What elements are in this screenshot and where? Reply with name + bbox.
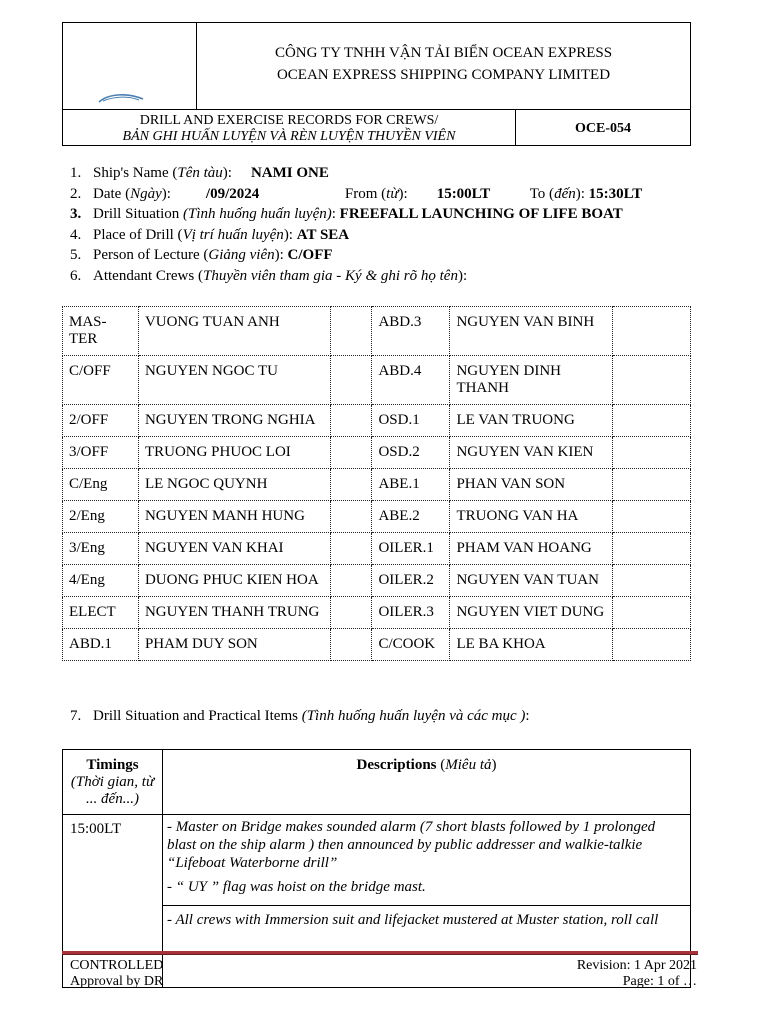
table-row	[63, 597, 691, 629]
signature-cell	[613, 469, 691, 501]
crew-name: NGUYEN VAN TUAN	[450, 565, 613, 597]
company-logo-icon	[63, 23, 197, 109]
label-end: ):	[575, 185, 585, 202]
place-label: Place of Drill (	[93, 226, 183, 243]
footer-left	[70, 958, 163, 990]
signature-cell	[330, 307, 372, 356]
signature-cell	[330, 565, 372, 597]
label-end: :	[525, 708, 530, 724]
item-number: 3.	[70, 206, 82, 222]
signature-cell	[330, 501, 372, 533]
from-time-value: 15:00LT	[436, 185, 491, 202]
crew-name: VUONG TUAN ANH	[138, 307, 330, 356]
signature-cell	[330, 629, 372, 661]
label-end: ):	[457, 267, 468, 284]
signature-cell	[613, 597, 691, 629]
crew-rank: C/COOK	[372, 629, 450, 661]
section-7-label: Drill Situation and Practical Items	[93, 708, 302, 724]
table-row	[63, 533, 691, 565]
item-number: 7.	[70, 708, 82, 724]
footer-page-number: Page: 1 of …	[622, 974, 697, 989]
info-lecturer	[70, 245, 710, 266]
signature-cell	[330, 469, 372, 501]
signature-cell	[613, 307, 691, 356]
attendant-crew-table	[62, 306, 691, 661]
item-number: 1.	[70, 165, 82, 181]
timings-header-label: Timings	[86, 757, 139, 773]
document-title	[63, 110, 516, 145]
footer-revision: Revision: 1 Apr 2021	[576, 958, 697, 973]
table-row	[63, 565, 691, 597]
descriptions-header-label: Descriptions	[356, 757, 437, 773]
lecturer-label: Person of Lecture (	[93, 247, 209, 263]
footer-approval: Approval by DR	[70, 974, 164, 989]
situation-label-vi: (Tình huống huấn luyện)	[183, 206, 332, 222]
signature-cell	[613, 405, 691, 437]
description-block	[163, 815, 690, 906]
footer-control-status: CONTROLLED	[70, 958, 164, 973]
label-end: ):	[283, 226, 293, 243]
signature-cell	[330, 437, 372, 469]
title-en: DRILL AND EXERCISE RECORDS FOR CREWS/	[139, 113, 439, 128]
crew-rank: OILER.3	[372, 597, 450, 629]
section-7-heading	[70, 708, 530, 725]
date-value: /09/2024	[205, 185, 260, 202]
crew-rank: C/OFF	[63, 356, 139, 405]
section-7-label-vi: (Tình huống huấn luyện và các mục )	[301, 708, 526, 724]
to-time-value: 15:30LT	[588, 185, 643, 202]
company-name-en: OCEAN EXPRESS SHIPPING COMPANY LIMITED	[276, 67, 611, 83]
place-value: AT SEA	[296, 226, 350, 243]
crew-rank: ABD.3	[372, 307, 450, 356]
crew-rank: OSD.1	[372, 405, 450, 437]
crew-name: NGUYEN TRONG NGHIA	[138, 405, 330, 437]
signature-cell	[330, 533, 372, 565]
table-row	[63, 501, 691, 533]
crew-name: NGUYEN VAN KHAI	[138, 533, 330, 565]
crew-rank: ABE.1	[372, 469, 450, 501]
crew-name: TRUONG PHUOC LOI	[138, 437, 330, 469]
lecturer-label-vi: Giảng viên	[208, 247, 275, 263]
footer-right	[577, 958, 697, 990]
title-vi: BẢN GHI HUẤN LUYỆN VÀ RÈN LUYỆN THUYỀN VIÊN	[122, 129, 456, 144]
lecturer-value: C/OFF	[287, 247, 333, 263]
crew-rank: ABD.4	[372, 356, 450, 405]
descriptions-header: Descriptions (Miêu tả)	[163, 750, 691, 815]
date-label: Date (	[93, 185, 131, 202]
attendants-label: Attendant Crews (	[93, 267, 203, 284]
crew-name: NGUYEN VAN BINH	[450, 307, 613, 356]
crew-name: LE BA KHOA	[450, 629, 613, 661]
crew-name: PHAN VAN SON	[450, 469, 613, 501]
company-name-vi: CÔNG TY TNHH VẬN TẢI BIỂN OCEAN EXPRESS	[274, 45, 613, 61]
crew-name: PHAM DUY SON	[138, 629, 330, 661]
crew-rank: 2/Eng	[63, 501, 139, 533]
label-end: ):	[161, 185, 171, 202]
description-text: - “ UY ” flag was hoist on the bridge mast.	[167, 879, 426, 895]
date-label-vi: Ngày	[130, 185, 162, 202]
crew-name: TRUONG VAN HA	[450, 501, 613, 533]
table-row	[63, 356, 691, 405]
document-code: OCE-054	[575, 121, 631, 136]
label-end: ):	[222, 165, 232, 181]
descriptions-header-label-vi: Miêu tả	[445, 757, 492, 773]
crew-name: NGUYEN VIET DUNG	[450, 597, 613, 629]
situation-label: Drill Situation	[93, 206, 183, 222]
attendants-label-vi: Thuyền viên tham gia - Ký & ghi rõ họ tên	[202, 267, 458, 284]
timings-header	[63, 750, 163, 815]
info-date	[70, 184, 710, 205]
crew-name: NGUYEN VAN KIEN	[450, 437, 613, 469]
table-row	[63, 437, 691, 469]
crew-name: NGUYEN THANH TRUNG	[138, 597, 330, 629]
description-text: - All crews with Immersion suit and lifejacket mustered at Muster station, roll call	[167, 912, 659, 928]
table-row	[63, 469, 691, 501]
crew-rank: OILER.1	[372, 533, 450, 565]
footer-divider	[62, 951, 698, 955]
crew-rank: MAS-TER	[63, 307, 139, 356]
signature-cell	[613, 533, 691, 565]
crew-name: NGUYEN DINH THANH	[450, 356, 613, 405]
document-header	[62, 22, 691, 146]
crew-name: DUONG PHUC KIEN HOA	[138, 565, 330, 597]
crew-rank: C/Eng	[63, 469, 139, 501]
signature-cell	[613, 629, 691, 661]
info-attendants	[70, 266, 710, 287]
to-label-vi: đến	[554, 185, 576, 202]
table-row	[63, 307, 691, 356]
crew-rank: ABD.1	[63, 629, 139, 661]
info-place	[70, 225, 710, 246]
info-ship-name	[70, 163, 710, 184]
to-label: To (	[529, 185, 555, 202]
from-label: From (	[344, 185, 387, 202]
crew-rank: 3/Eng	[63, 533, 139, 565]
item-number: 5.	[70, 247, 82, 263]
item-number: 6.	[70, 267, 82, 284]
timing-value: 15:00LT	[70, 821, 122, 837]
item-number: 2.	[70, 185, 82, 202]
company-logo-cell	[63, 23, 197, 109]
crew-name: LE NGOC QUYNH	[138, 469, 330, 501]
crew-name: NGUYEN MANH HUNG	[138, 501, 330, 533]
crew-rank: OILER.2	[372, 565, 450, 597]
signature-cell	[613, 437, 691, 469]
crew-name: LE VAN TRUONG	[450, 405, 613, 437]
table-row	[63, 405, 691, 437]
signature-cell	[330, 405, 372, 437]
crew-rank: OSD.2	[372, 437, 450, 469]
signature-cell	[330, 597, 372, 629]
situation-value: FREEFALL LAUNCHING OF LIFE BOAT	[339, 206, 623, 222]
ship-info-list	[70, 163, 710, 286]
title-row	[63, 109, 690, 145]
crew-name: PHAM VAN HOANG	[450, 533, 613, 565]
ship-name-label-vi: Tên tàu	[177, 165, 223, 181]
ship-name-value: NAMI ONE	[250, 165, 329, 181]
item-number: 4.	[70, 226, 82, 243]
crew-rank: 3/OFF	[63, 437, 139, 469]
description-text: - Master on Bridge makes sounded alarm (7 short blasts followed by 1 prolonged blast on the ship alarm ) then announced by public addresser and walkie-talkie “Lifeboat Waterborne drill”	[167, 819, 656, 871]
crew-rank: ELECT	[63, 597, 139, 629]
crew-rank: 2/OFF	[63, 405, 139, 437]
from-label-vi: từ	[386, 185, 399, 202]
signature-cell	[613, 501, 691, 533]
signature-cell	[613, 565, 691, 597]
label-end: :	[331, 206, 336, 222]
table-row	[63, 629, 691, 661]
drill-table-header	[63, 750, 691, 815]
crew-rank: 4/Eng	[63, 565, 139, 597]
place-label-vi: Vị trí huấn luyện	[182, 226, 284, 243]
info-drill-situation	[70, 204, 710, 225]
crew-rank: ABE.2	[372, 501, 450, 533]
crew-name: NGUYEN NGOC TU	[138, 356, 330, 405]
timings-header-label-vi: (Thời gian, từ ... đến...)	[70, 774, 155, 807]
signature-cell	[613, 356, 691, 405]
label-end: ):	[398, 185, 408, 202]
ship-name-label: Ship's Name (	[93, 165, 178, 181]
signature-cell	[330, 356, 372, 405]
company-name-block	[197, 23, 690, 109]
label-end: ):	[274, 247, 284, 263]
